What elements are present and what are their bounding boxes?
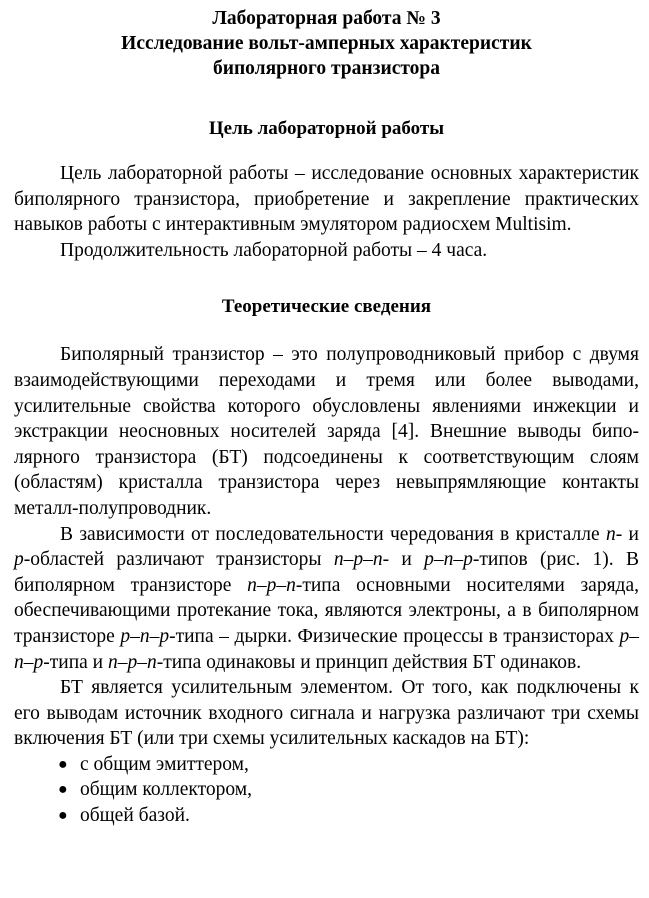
text-run: -типа одинаковы и принцип действия БТ одинаков. [156, 651, 582, 673]
italic-term: p–n–p [424, 549, 473, 571]
goal-paragraph-1: Цель лабораторной работы – исследование основных характеристик биполярного транзистора, приобретение и закрепление практических навыков работы с интерактивным эмулятором радиосхем Multisim. [14, 163, 639, 236]
lab-title-line-2: Исследование вольт-амперных характеристик [121, 33, 532, 54]
italic-term: p–n–p [14, 625, 639, 673]
list-item-text: общим коллектором, [80, 779, 253, 801]
theory-paragraph-2 [14, 522, 639, 676]
text-run: -областей различают транзисторы [23, 549, 334, 571]
italic-term: n–p–n [333, 549, 383, 571]
theory-paragraph-3: БТ является усилительным элементом. От того, как подключены к его выводам источник входного сигнала и нагрузка различают три схемы включения БТ (или три схемы усилительных каскадов на БТ): [14, 677, 639, 750]
italic-term: p [14, 549, 24, 571]
list-item [14, 752, 639, 778]
document-page [14, 6, 639, 829]
lab-title-line-1: Лабораторная работа № 3 [212, 8, 441, 29]
lab-title-line-3: биполярного транзистора [212, 58, 441, 79]
list-item-text: с общим эмиттером, [80, 753, 249, 775]
italic-term: n–p–n [107, 651, 157, 673]
bullet-icon: ● [58, 755, 68, 773]
theory-paragraph-1: Биполярный транзистор – это полупроводниковый прибор с двумя взаимодействующими переходами и тремя или более выводами, усилительные свойства которого обусловлены явлениями инжекции и экстракции неосновных носителей заряда [4]. Внешние выводы биполярного транзистора (БТ) подсоединены к соответствующим слоям (областям) кристалла транзистора через невыпрямляющие контакты металл-полупроводник. [14, 344, 639, 519]
text-run: -типа и [43, 651, 108, 673]
list-item-text: общей базой. [80, 805, 190, 827]
text-run: -типов (рис. 1). В биполярном транзисторе [14, 549, 639, 596]
text-run: -типа основными носителями заряда, обеспечивающими протекание тока, являются электроны, а в биполярном транзисторе [14, 574, 639, 647]
text-run: - и [382, 549, 425, 571]
text-run: В зависимости от последовательности чередования в кристалле [60, 523, 606, 545]
bullet-icon: ● [58, 781, 68, 799]
italic-term: p–n–p [120, 625, 170, 647]
goal-paragraph-2: Продолжительность лабораторной работы – 4 часа. [60, 239, 488, 261]
goal-heading: Цель лабораторной работы [208, 118, 445, 139]
connection-schemes-list [14, 752, 639, 829]
bullet-icon: ● [58, 807, 68, 825]
italic-term: n [605, 523, 616, 545]
list-item [14, 777, 639, 803]
lab-title [14, 6, 639, 81]
text-run: - и [615, 523, 639, 545]
theory-heading: Теоретические сведения [221, 296, 432, 318]
text-run: -типа – дырки. Физические процессы в транзисторах [169, 625, 620, 647]
italic-term: n–p–n [247, 574, 296, 596]
list-item [14, 803, 639, 829]
